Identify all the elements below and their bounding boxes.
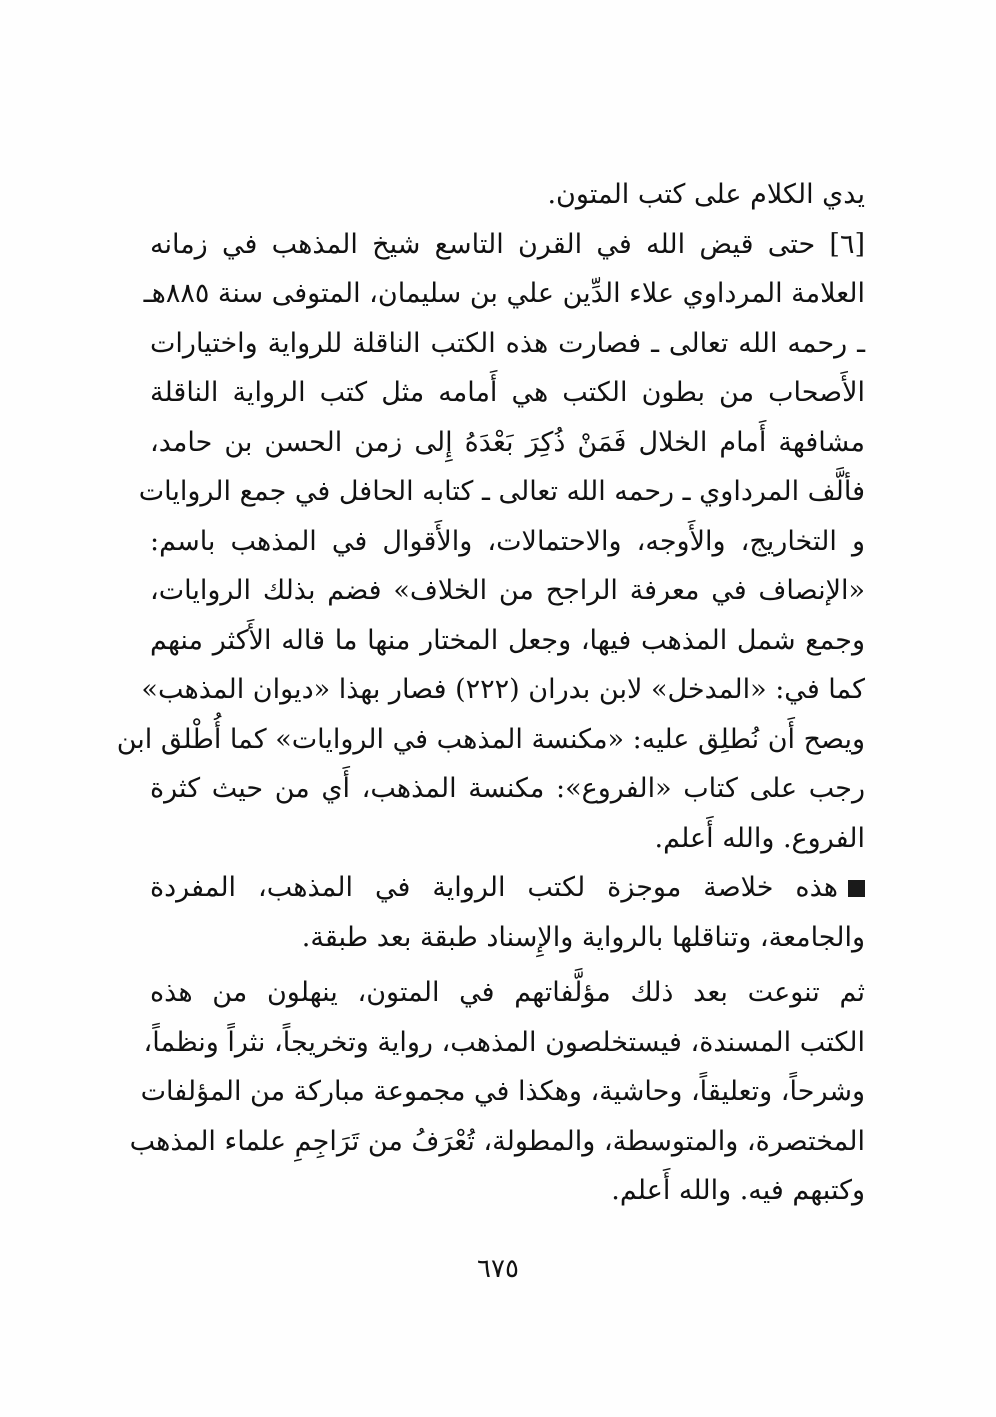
page-number: ٦٧٥: [477, 1254, 519, 1284]
text-line: ـ رحمه الله تعالى ـ فصارت هذه الكتب الناقلة للرواية واختيارات: [150, 327, 865, 359]
text-line: الأَصحاب من بطون الكتب هي أَمامه مثل كتب الرواية الناقلة: [150, 377, 865, 408]
text-line: والجامعة، وتناقلها بالرواية والإِسناد طبقة بعد طبقة.: [301, 921, 865, 953]
bulleted-line: [150, 863, 865, 913]
text-line: ثم تنوعت بعد ذلك مؤلَّفاتهم في المتون، ينهلون من هذه: [150, 977, 865, 1008]
text-line: المختصرة، والمتوسطة، والمطولة، تُعْرَفُ من تَرَاجِمِ علماء المذهب: [129, 1125, 865, 1157]
text-line: وشرحاً، وتعليقاً، وحاشية، وهكذا في مجموعة مباركة من المؤلفات: [140, 1076, 865, 1107]
text-line: وكتبهم فيه. والله أَعلم.: [611, 1175, 865, 1206]
text-line: «الإنصاف في معرفة الراجح من الخلاف» فضم بذلك الروايات،: [150, 575, 865, 606]
text-line: و التخاريج، والأَوجه، والاحتمالات، والأَقوال في المذهب باسم:: [150, 525, 865, 557]
text-line: فألَّف المرداوي ـ رحمه الله تعالى ـ كتابه الحافل في جمع الروايات: [138, 476, 865, 507]
text-line: وجمع شمل المذهب فيها، وجعل المختار منها ما قاله الأَكثر منهم: [150, 624, 865, 656]
body-text: [116, 170, 865, 1216]
text-line: الكتب المسندة، فيستخلصون المذهب، رواية وتخريجاً، نثراً ونظماً،: [143, 1026, 865, 1058]
square-bullet-icon: [848, 880, 865, 897]
bulleted-line-text: هذه خلاصة موجزة لكتب الرواية في المذهب، المفردة: [150, 872, 838, 903]
text-line: [٦] حتى قيض الله في القرن التاسع شيخ المذهب في زمانه: [150, 228, 865, 260]
text-line: العلامة المرداوي علاء الدِّين علي بن سليمان، المتوفى سنة ٨٨٥هـ: [143, 278, 865, 309]
text-line: ويصح أَن نُطلِق عليه: «مكنسة المذهب في الروايات» كما أُطْلق ابن: [116, 723, 865, 755]
text-line: يدي الكلام على كتب المتون.: [547, 179, 865, 210]
text-line: مشافهة أَمام الخلال فَمَنْ ذُكِرَ بَعْدَهُ إِلى زمن الحسن بن حامد،: [150, 426, 865, 458]
text-line: الفروع. والله أَعلم.: [654, 822, 865, 854]
text-line: رجب على كتاب «الفروع»: مكنسة المذهب، أَي من حيث كثرة: [150, 773, 865, 804]
text-line: كما في: «المدخل» لابن بدران (٢٢٢) فصار بهذا «ديوان المذهب»: [141, 674, 865, 705]
